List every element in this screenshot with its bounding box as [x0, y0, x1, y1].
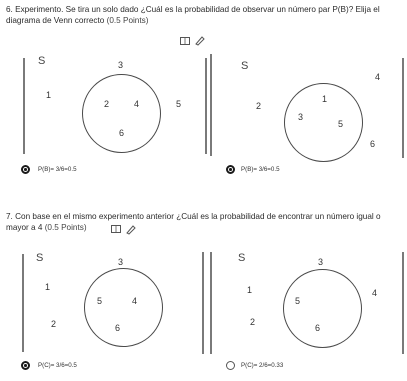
outcome-6: 6	[370, 139, 376, 149]
question-6	[6, 5, 406, 26]
outcome-1: 1	[247, 285, 253, 295]
outcome-1: 1	[322, 94, 328, 104]
sample-space-label: S	[36, 252, 44, 264]
outcome-6: 6	[315, 323, 321, 333]
outcome-5: 5	[295, 296, 301, 306]
outcome-5: 5	[176, 99, 182, 109]
question-6-line2: diagrama de Venn correcto	[6, 15, 105, 25]
outcome-2: 2	[256, 101, 262, 111]
immersive-reader-icon[interactable]	[111, 225, 121, 234]
sample-space-label: S	[38, 55, 46, 67]
right-border	[402, 252, 404, 354]
outcome-6: 6	[119, 128, 125, 138]
ask-pen-icon[interactable]	[125, 224, 137, 235]
event-c-circle	[283, 269, 362, 348]
outcome-2: 2	[250, 317, 256, 327]
q7-option-2-radio[interactable]	[226, 361, 235, 370]
outcome-3: 3	[118, 60, 124, 70]
q6-option-1-label[interactable]: P(B)= 3/6=0.5	[38, 166, 77, 173]
question-7-line1: 7. Con base en el mismo experimento anterior ¿Cuál es la probabilidad de encontrar un número igual o	[6, 212, 381, 221]
outcome-3: 3	[118, 257, 124, 267]
question-7-line2: mayor a 4	[6, 222, 43, 232]
q7-venn-left	[22, 248, 207, 358]
sample-space-label: S	[238, 252, 246, 264]
q7-option-2-label[interactable]: P(C)= 2/6=0.33	[241, 362, 284, 369]
q6-venn-left	[22, 52, 202, 162]
outcome-2: 2	[51, 319, 57, 329]
left-border	[23, 58, 25, 154]
q6-venn-right	[205, 52, 405, 162]
left-border	[210, 252, 212, 354]
left-border-inner	[210, 54, 212, 156]
outcome-4: 4	[375, 72, 381, 82]
event-b-circle	[82, 74, 161, 153]
outcome-3: 3	[318, 257, 324, 267]
outcome-6: 6	[115, 323, 121, 333]
q7-option-1-radio[interactable]	[21, 361, 30, 370]
immersive-reader-icon[interactable]	[180, 37, 190, 46]
outcome-5: 5	[338, 119, 344, 129]
sample-space-label: S	[241, 60, 249, 72]
right-border	[402, 58, 404, 158]
q7-option-1-label[interactable]: P(C)= 3/6=0.5	[38, 362, 77, 369]
ask-pen-icon[interactable]	[194, 35, 206, 46]
left-border	[22, 254, 24, 352]
outcome-4: 4	[132, 296, 138, 306]
q6-option-2-label[interactable]: P(B)= 3/6=0.5	[241, 166, 280, 173]
outcome-4: 4	[372, 288, 378, 298]
outcome-2: 2	[104, 99, 110, 109]
question-7	[6, 212, 406, 233]
outcome-5: 5	[97, 296, 103, 306]
question-6-line1: 6. Experimento. Se tira un solo dado ¿Cuál es la probabilidad de observar un número par P(B)? Elija el	[6, 5, 380, 14]
outcome-1: 1	[45, 282, 51, 292]
q6-option-2-radio[interactable]	[226, 165, 235, 174]
outcome-3: 3	[298, 112, 304, 122]
question-6-points: (0.5 Points)	[106, 15, 149, 25]
outcome-1: 1	[46, 90, 52, 100]
outcome-4: 4	[134, 99, 140, 109]
event-c-circle	[84, 268, 163, 347]
left-border	[205, 58, 207, 154]
q6-option-1-radio[interactable]	[21, 165, 30, 174]
q7-venn-right	[210, 248, 405, 358]
right-border	[202, 252, 204, 354]
question-7-points: (0.5 Points)	[44, 222, 87, 232]
